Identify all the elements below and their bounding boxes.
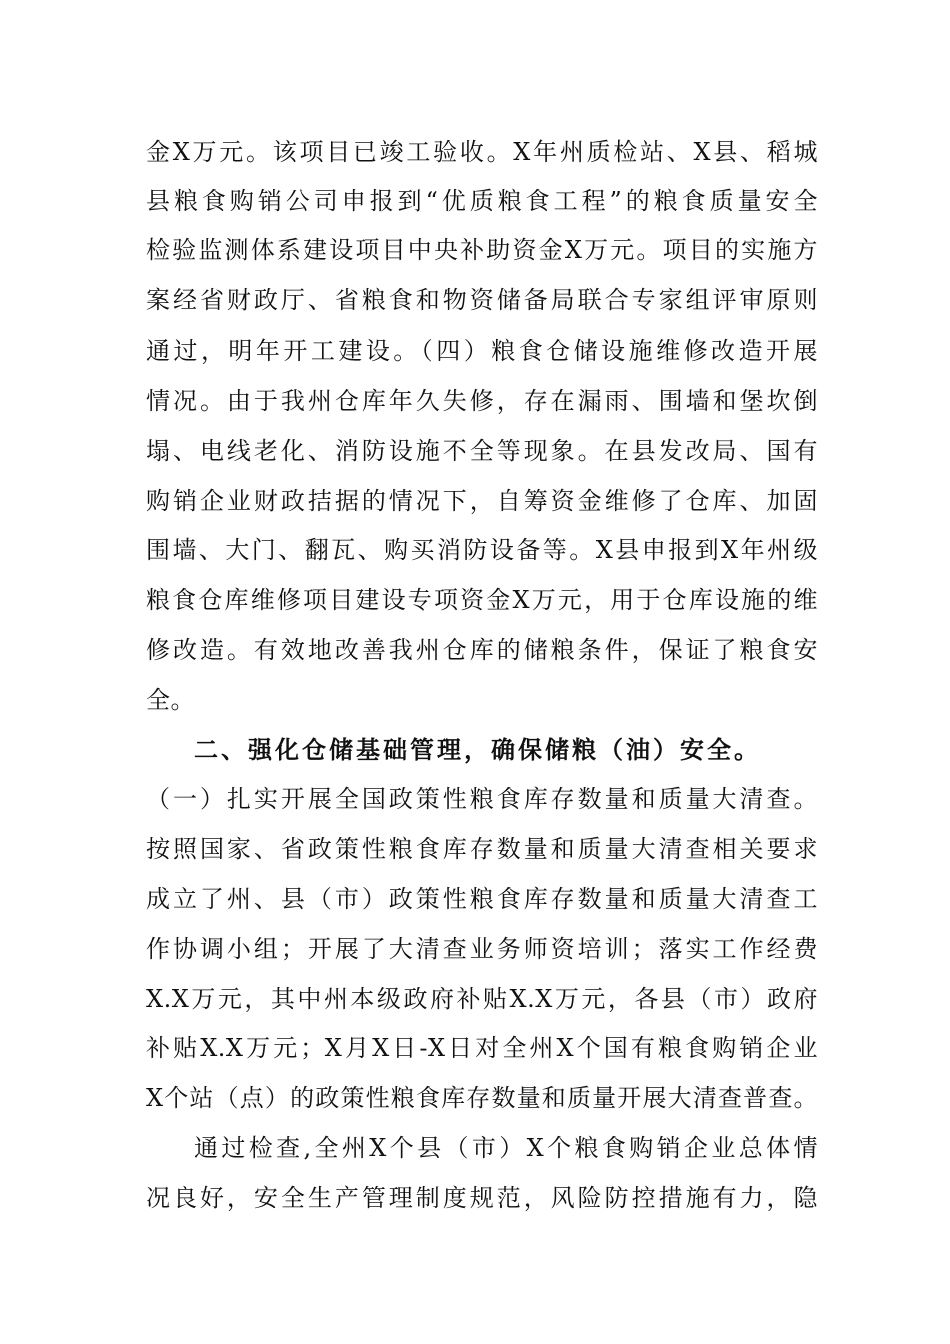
paragraph-line: （一）扎实开展全国政策性粮食库存数量和质量大清查。	[146, 785, 818, 813]
paragraph-line: 作协调小组；开展了大清查业务师资培训；落实工作经费	[146, 935, 818, 963]
paragraph-line: 通过检查,全州X个县（市）X个粮食购销企业总体情	[194, 1134, 818, 1162]
paragraph-line: 围墙、大门、翻瓦、购买消防设备等。X县申报到X年州级	[146, 536, 818, 564]
paragraph-line: 修改造。有效地改善我州仓库的储粮条件，保证了粮食安	[146, 636, 818, 664]
paragraph-line: X.X万元，其中州本级政府补贴X.X万元，各县（市）政府	[146, 985, 818, 1013]
paragraph-line: 成立了州、县（市）政策性粮食库存数量和质量大清查工	[146, 885, 818, 913]
paragraph-line: 金X万元。该项目已竣工验收。X年州质检站、X县、稻城	[146, 138, 818, 166]
paragraph-line: 县粮食购销公司申报到“优质粮食工程”的粮食质量安全	[146, 187, 818, 215]
paragraph-line: 粮食仓库维修项目建设专项资金X万元，用于仓库设施的维	[146, 586, 818, 614]
paragraph-line: 全。	[146, 686, 195, 714]
paragraph-line: 补贴X.X万元；X月X日-X日对全州X个国有粮食购销企业	[146, 1034, 818, 1062]
paragraph-line: 按照国家、省政策性粮食库存数量和质量大清查相关要求	[146, 835, 818, 863]
paragraph-line: 况良好，安全生产管理制度规范，风险防控措施有力，隐	[146, 1184, 818, 1212]
paragraph-line: 情况。由于我州仓库年久失修，存在漏雨、围墙和堡坎倒	[146, 387, 818, 415]
paragraph-line: 案经省财政厅、省粮食和物资储备局联合专家组评审原则	[146, 286, 818, 314]
paragraph-line: 通过，明年开工建设。（四）粮食仓储设施维修改造开展	[146, 337, 818, 365]
paragraph-line: 塌、电线老化、消防设施不全等现象。在县发改局、国有	[146, 437, 818, 465]
paragraph-line: 购销企业财政拮据的情况下，自筹资金维修了仓库、加固	[146, 487, 818, 515]
paragraph-line: 检验监测体系建设项目中央补助资金X万元。项目的实施方	[146, 236, 818, 264]
section-heading: 二、强化仓储基础管理，确保储粮（油）安全。	[194, 735, 761, 764]
paragraph-line: X个站（点）的政策性粮食库存数量和质量开展大清查普查。	[146, 1084, 818, 1112]
